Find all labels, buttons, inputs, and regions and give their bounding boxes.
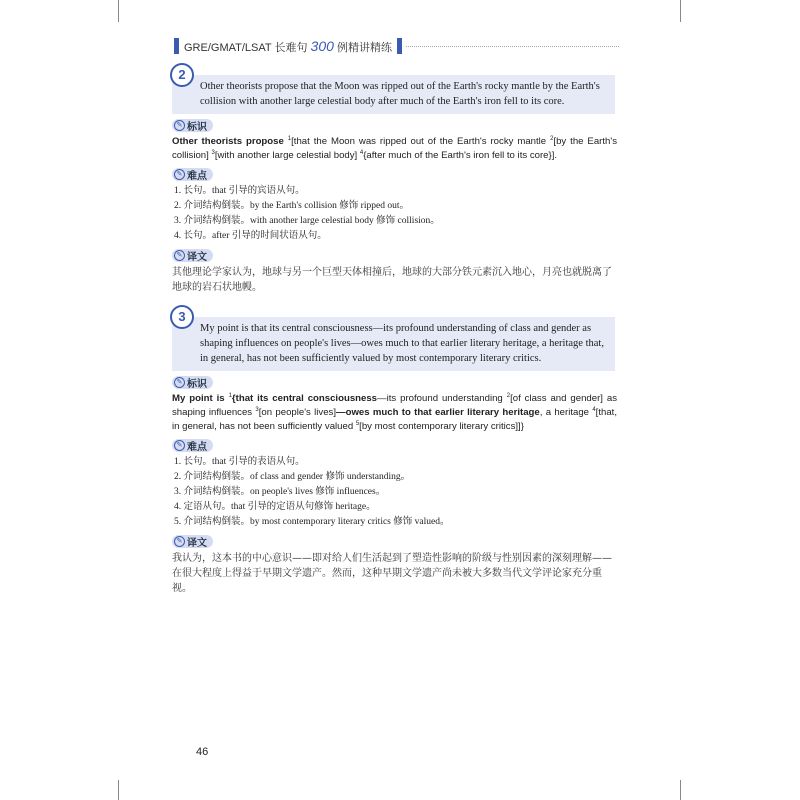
bubble-icon: ✎ [174,440,185,451]
sentence-box [172,309,615,371]
analysis-segment: —its profound understanding [377,393,507,404]
entry-number-badge: 3 [170,305,194,329]
translation-label: ✎ 译文 [172,535,213,548]
analysis-text [172,135,617,163]
header-dotted-line [406,46,619,47]
difficulty-list [174,455,614,530]
clause-index: 5 [355,420,360,427]
bubble-icon: ✎ [174,169,185,180]
translation-label: ✎ 译文 [172,249,213,262]
mark-label: ✎ 标识 [172,119,213,132]
main-clause-text: Other theorists propose [172,136,288,147]
difficulty-list [174,184,614,244]
crop-mark [118,780,119,800]
crop-mark [680,780,681,800]
difficulty-item: 4. 长句。after 引导的时间状语从句。 [174,231,327,241]
sentence-entry [172,67,617,295]
difficulty-item: 2. 介词结构倒装。of class and gender 修饰 understanding。 [174,472,411,482]
analysis-segment: [on people's lives] [258,407,336,418]
crop-mark [680,0,681,22]
header-title: GRE/GMAT/LSAT 长难句 300 例精讲精练 [184,37,392,54]
analysis-text [172,392,617,434]
sentence-text: Other theorists propose that the Moon was ripped out of the Earth's rocky mantle by the Earth's collision with another large celestial body after much of the Earth's iron fell to its core. [200,81,600,107]
bubble-icon: ✎ [174,250,185,261]
translation-text: 我认为，这本书的中心意识——即对给人们生活起到了塑造性影响的阶级与性别因素的深刻理解——在很大程度上得益于早期文学遗产。然而，这种早期文学遗产尚未被大多数当代文学评论家充分重视。 [172,553,612,594]
analysis-segment: [that, in general, has not been sufficiently valued [172,407,618,432]
clause-index: 1 [287,135,292,142]
difficulty-item: 3. 介词结构倒装。with another large celestial body 修饰 collision。 [174,216,440,226]
header-bar-right [397,38,402,54]
analysis-segment: [of class and gender] as shaping influences [172,393,618,418]
difficulty-item: 2. 介词结构倒装。by the Earth's collision 修饰 ripped out。 [174,201,409,211]
difficulty-label: ✎ 难点 [172,168,213,181]
clause-index: 2 [550,135,554,142]
translation-text: 其他理论学家认为，地球与另一个巨型天体相撞后，地球的大部分铁元素沉入地心，月亮也就脱离了地球的岩石状地幔。 [172,267,612,293]
difficulty-item: 1. 长句。that 引导的宾语从句。 [174,186,305,196]
analysis-segment: , a heritage [539,407,593,418]
main-clause-text: My point is [172,393,229,404]
page-number: 46 [196,746,209,758]
bubble-icon: ✎ [174,377,185,388]
difficulty-item: 4. 定语从句。that 引导的定语从句修饰 heritage。 [174,502,376,512]
clause-index: 2 [506,392,511,399]
main-clause-text: {that its central consciousness [231,393,378,404]
header-bar-left [174,38,179,54]
difficulty-label: ✎ 难点 [172,439,213,452]
running-header [174,37,619,55]
analysis-segment: [by the Earth's collision] [172,136,617,161]
entry-number-badge: 2 [170,63,194,87]
clause-index: 4 [592,406,596,413]
page-content [172,67,618,596]
bubble-icon: ✎ [174,120,185,131]
analysis-segment: [with another large celestial body] [214,150,360,161]
analysis-segment: {after much of the Earth's iron fell to its core}]. [363,150,558,161]
main-clause-text: —owes much to that earlier literary heritage [336,407,540,418]
difficulty-item: 3. 介词结构倒装。on people's lives 修饰 influences。 [174,487,386,497]
clause-index: 1 [228,392,232,399]
difficulty-item: 1. 长句。that 引导的表语从句。 [174,457,305,467]
crop-mark [118,0,119,22]
sentence-text: My point is that its central consciousness—its profound understanding of class and gender as shaping influences on people's lives—owes much to that earlier literary heritage, a heritage that, in general, has not been sufficiently valued by most contemporary literary critics. [200,323,604,364]
difficulty-item: 5. 介词结构倒装。by most contemporary literary critics 修饰 valued。 [174,517,450,527]
bubble-icon: ✎ [174,536,185,547]
sentence-entry [172,309,618,596]
clause-index: 3 [211,149,215,156]
analysis-segment: [that the Moon was ripped out of the Earth's rocky mantle [291,136,551,147]
sentence-box [172,67,615,114]
clause-index: 4 [359,149,364,156]
mark-label: ✎ 标识 [172,376,213,389]
analysis-segment: [by most contemporary literary critics]]} [359,421,524,432]
clause-index: 3 [255,406,259,413]
